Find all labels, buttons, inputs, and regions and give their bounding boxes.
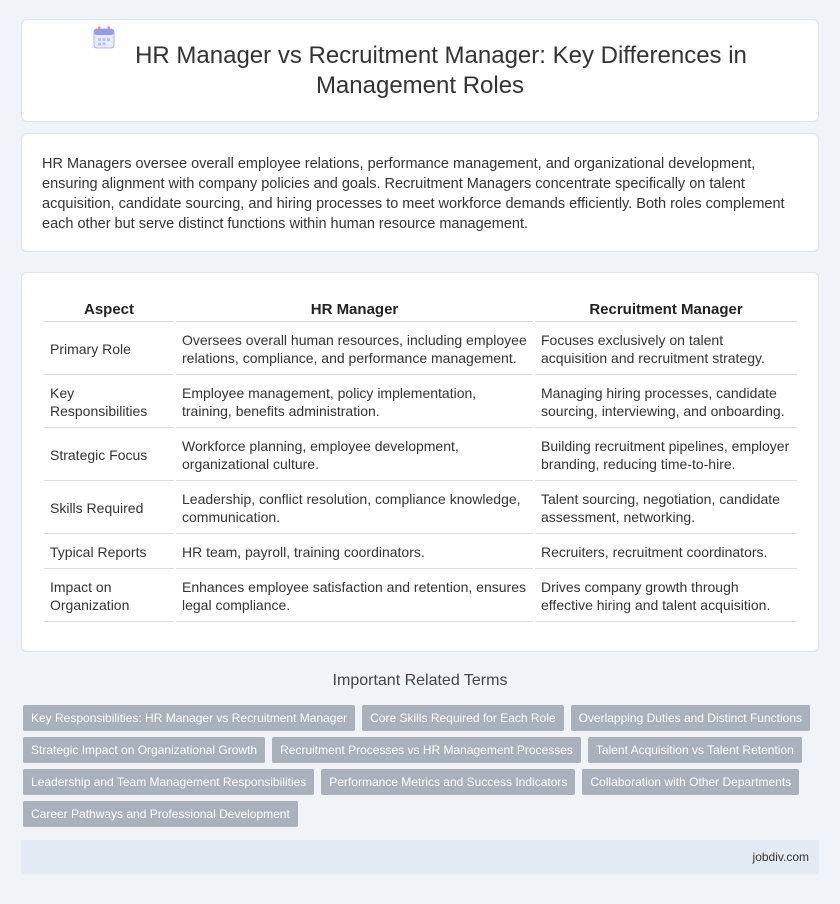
related-term-tag[interactable]: Overlapping Duties and Distinct Functions bbox=[571, 705, 810, 731]
cell-rm: Focuses exclusively on talent acquisition and recruitment strategy. bbox=[535, 324, 797, 375]
cell-hr: Oversees overall human resources, including employee relations, compliance, and performance management. bbox=[176, 324, 533, 375]
cell-rm: Recruiters, recruitment coordinators. bbox=[535, 536, 797, 569]
page-title bbox=[52, 41, 788, 101]
related-term-tag[interactable]: Core Skills Required for Each Role bbox=[362, 705, 563, 731]
summary-card bbox=[21, 133, 819, 252]
header-hr-manager: HR Manager bbox=[176, 295, 533, 322]
page-title-text: HR Manager vs Recruitment Manager: Key Differences in Management Roles bbox=[135, 41, 747, 99]
header-aspect: Aspect bbox=[44, 295, 174, 322]
table-row bbox=[44, 430, 797, 481]
table-row bbox=[44, 324, 797, 375]
title-card bbox=[21, 19, 819, 122]
cell-rm: Drives company growth through effective hiring and talent acquisition. bbox=[535, 571, 797, 622]
header-recruitment-manager: Recruitment Manager bbox=[535, 295, 797, 322]
cell-aspect: Skills Required bbox=[44, 483, 174, 534]
related-term-tag[interactable]: Performance Metrics and Success Indicators bbox=[321, 769, 575, 795]
comparison-table-card bbox=[21, 272, 819, 652]
related-term-tag[interactable]: Leadership and Team Management Responsibilities bbox=[23, 769, 314, 795]
cell-rm: Managing hiring processes, candidate sourcing, interviewing, and onboarding. bbox=[535, 377, 797, 428]
cell-aspect: Primary Role bbox=[44, 324, 174, 375]
table-row bbox=[44, 571, 797, 622]
table-row bbox=[44, 377, 797, 428]
cell-hr: Workforce planning, employee development, organizational culture. bbox=[176, 430, 533, 481]
footer-site-link[interactable]: jobdiv.com bbox=[752, 850, 809, 864]
related-terms-list bbox=[23, 705, 823, 827]
related-term-tag[interactable]: Strategic Impact on Organizational Growth bbox=[23, 737, 265, 763]
related-terms-title: Important Related Terms bbox=[332, 672, 508, 689]
footer bbox=[21, 840, 819, 874]
cell-hr: Leadership, conflict resolution, compliance knowledge, communication. bbox=[176, 483, 533, 534]
cell-hr: HR team, payroll, training coordinators. bbox=[176, 536, 533, 569]
table-row bbox=[44, 536, 797, 569]
cell-rm: Talent sourcing, negotiation, candidate assessment, networking. bbox=[535, 483, 797, 534]
cell-aspect: Impact on Organization bbox=[44, 571, 174, 622]
cell-aspect: Typical Reports bbox=[44, 536, 174, 569]
related-term-tag[interactable]: Collaboration with Other Departments bbox=[582, 769, 799, 795]
related-term-tag[interactable]: Recruitment Processes vs HR Management Processes bbox=[272, 737, 581, 763]
comparison-table bbox=[42, 293, 799, 624]
related-term-tag[interactable]: Talent Acquisition vs Talent Retention bbox=[588, 737, 802, 763]
calendar-icon bbox=[93, 26, 115, 50]
related-term-tag[interactable]: Key Responsibilities: HR Manager vs Recruitment Manager bbox=[23, 705, 355, 731]
cell-aspect: Key Responsibilities bbox=[44, 377, 174, 428]
cell-hr: Enhances employee satisfaction and retention, ensures legal compliance. bbox=[176, 571, 533, 622]
cell-aspect: Strategic Focus bbox=[44, 430, 174, 481]
related-term-tag[interactable]: Career Pathways and Professional Development bbox=[23, 801, 298, 827]
table-header-row bbox=[44, 295, 797, 322]
cell-hr: Employee management, policy implementation, training, benefits administration. bbox=[176, 377, 533, 428]
summary-text: HR Managers oversee overall employee relations, performance management, and organizational development, ensuring alignment with company policies and goals. Recruitment Managers concentrate specifically on talent acquisition, candidate sourcing, and hiring processes to meet workforce demands efficiently. Both roles complement each other but serve distinct functions within human resource management. bbox=[42, 156, 785, 232]
cell-rm: Building recruitment pipelines, employer branding, reducing time-to-hire. bbox=[535, 430, 797, 481]
table-row bbox=[44, 483, 797, 534]
